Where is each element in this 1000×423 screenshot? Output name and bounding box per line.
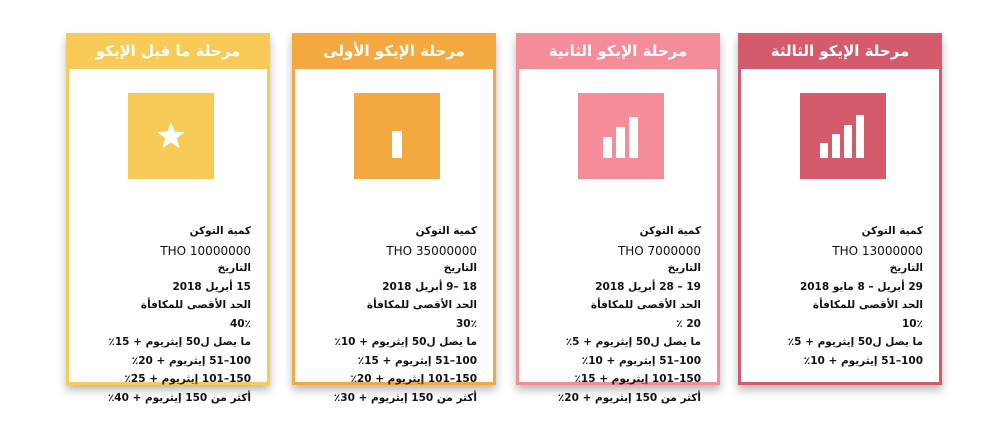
stage-details	[71, 225, 251, 410]
bonus-tier: ما يصل ل50 إيثريوم + 15٪	[108, 336, 251, 348]
three-bars-icon	[578, 93, 664, 179]
date-value: 18 –9 أبريل 2018	[382, 280, 477, 293]
token-amount: THO 10000000	[160, 243, 251, 258]
bonus-label: الحد الأقصى للمكافأة	[366, 299, 477, 311]
stage-card-ico-1	[292, 33, 496, 404]
stage-title: مرحلة الإيكو الثانية	[516, 33, 720, 69]
bonus-tier: 150–101 إيثريوم + 25٪	[124, 373, 251, 385]
four-bars-icon	[800, 93, 886, 179]
date-label: التاريخ	[667, 262, 701, 274]
stage-title: مرحلة الإيكو الأولى	[292, 33, 496, 69]
date-value: 29 أبريل – 8 مايو 2018	[799, 280, 923, 293]
token-label: كمية التوكن	[861, 225, 923, 237]
stage-card-ico-3	[738, 33, 942, 385]
stage-title: مرحلة ما قبل الإيكو	[66, 33, 270, 69]
stage-details	[297, 225, 477, 410]
bonus-tier: 100–51 إيثريوم + 15٪	[357, 354, 477, 367]
bonus-tier: أكثر من 150 إيثريوم + 30٪	[333, 391, 477, 404]
date-label: التاريخ	[217, 262, 251, 274]
date-label: التاريخ	[443, 262, 477, 274]
stage-card-ico-2	[516, 33, 720, 404]
bonus-tier: ما يصل ل50 إيثريوم + 5٪	[787, 336, 923, 348]
token-label: كمية التوكن	[189, 225, 251, 237]
bonus-label: الحد الأقصى للمكافأة	[812, 299, 923, 311]
stage-title: مرحلة الإيكو الثالثة	[738, 33, 942, 69]
bonus-tier: أكثر من 150 إيثريوم + 40٪	[107, 391, 251, 404]
date-value: 19 – 28 أبريل 2018	[595, 280, 701, 293]
bonus-tier: 100–51 إيثريوم + 10٪	[581, 354, 701, 367]
token-label: كمية التوكن	[639, 225, 701, 237]
bonus-value: 10٪	[901, 317, 923, 330]
stage-card-pre-ico	[66, 33, 270, 404]
bonus-tier: ما يصل ل50 إيثريوم + 10٪	[334, 336, 477, 348]
bonus-tier: 100–51 إيثريوم + 20٪	[131, 354, 251, 367]
token-label: كمية التوكن	[415, 225, 477, 237]
bonus-value: 20 ٪	[676, 317, 701, 330]
bonus-label: الحد الأقصى للمكافأة	[140, 299, 251, 311]
date-value: 15 أبريل 2018	[172, 280, 251, 293]
bonus-tier: 100–51 إيثريوم + 10٪	[803, 354, 923, 367]
bonus-value: 40٪	[229, 317, 251, 330]
bonus-tier: أكثر من 150 إيثريوم + 20٪	[557, 391, 701, 404]
token-amount: THO 35000000	[386, 243, 477, 258]
token-amount: THO 13000000	[832, 243, 923, 258]
bonus-value: 30٪	[455, 317, 477, 330]
bonus-label: الحد الأقصى للمكافأة	[590, 299, 701, 311]
bonus-tier: 150–101 إيثريوم + 15٪	[574, 373, 701, 385]
date-label: التاريخ	[889, 262, 923, 274]
star-icon	[128, 93, 214, 179]
stage-details	[743, 225, 923, 373]
token-amount: THO 7000000	[617, 243, 701, 258]
one-bar-icon	[354, 93, 440, 179]
stage-details	[521, 225, 701, 410]
bonus-tier: 150–101 إيثريوم + 20٪	[350, 373, 477, 385]
bonus-tier: ما يصل ل50 إيثريوم + 5٪	[565, 336, 701, 348]
